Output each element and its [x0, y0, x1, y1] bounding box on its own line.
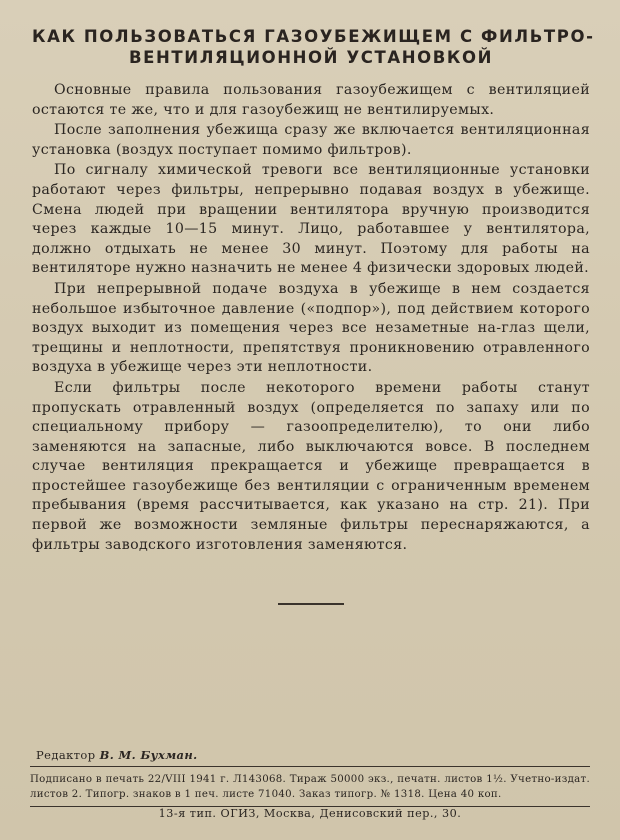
editor-credit	[36, 748, 198, 762]
paragraph: Основные правила пользования газоубежищем с вентиляцией остаются те же, что и для газоубежищ не вентилируемых.	[32, 82, 590, 118]
paragraph: При непрерывной подаче воздуха в убежище в нем создается небольшое избыточное давление («подпор»), под действием которого воздух выходит из помещения через все незаметные на-глаз щели, трещины и неплотности, препятствуя проникновению отравленного воздуха в убежище через эти неплотности.	[32, 280, 590, 376]
title-line-1: КАК ПОЛЬЗОВАТЬСЯ ГАЗОУБЕЖИЩЕМ С ФИЛЬТРО-	[32, 27, 595, 46]
imprint-block: Подписано в печать 22/VIII 1941 г. Л143068. Тираж 50000 экз., печатн. листов 1½. Учетно-издат. листов 2. Типогр. знаков в 1 печ. листе 71040. Заказ типогр. № 1318. Цена 40 коп.	[30, 766, 590, 807]
editor-label: Редактор	[36, 748, 96, 762]
title-line-2: ВЕНТИЛЯЦИОННОЙ УСТАНОВКОЙ	[128, 48, 494, 67]
paragraph: По сигналу химической тревоги все вентиляционные установки работают через фильтры, непрерывно подавая воздух в убежище. Смена людей при вращении вентилятора вручную производится через каждые 10—15 минут. Лицо, работавшее у вентилятора, должно отдыхать не менее 30 минут. Поэтому для работы на вентиляторе нужно назначить не менее 4 физически здоровых людей.	[32, 162, 590, 277]
body-text	[32, 81, 590, 555]
editor-name: В. М. Бухман.	[99, 748, 198, 762]
paragraph: Если фильтры после некоторого времени работы станут пропускать отравленный воздух (определяется по запаху или по специальному прибору — газоопределителю), то они либо заменяются на запасные, либо выключаются вовсе. В последнем случае вентиляция прекращается и убежище превращается в простейшее газоубежище без вентиляции с ограниченным временем пребывания (время рассчитывается, как указано на стр. 21). При первой же возможности земляные фильтры переснаряжаются, а фильтры заводского изготовления заменяются.	[32, 379, 590, 553]
page-title	[32, 26, 595, 68]
section-divider	[278, 603, 344, 605]
paragraph: После заполнения убежища сразу же включается вентиляционная установка (воздух поступает помимо фильтров).	[32, 122, 590, 158]
printer-line: 13-я тип. ОГИЗ, Москва, Денисовский пер., 30.	[158, 807, 462, 820]
